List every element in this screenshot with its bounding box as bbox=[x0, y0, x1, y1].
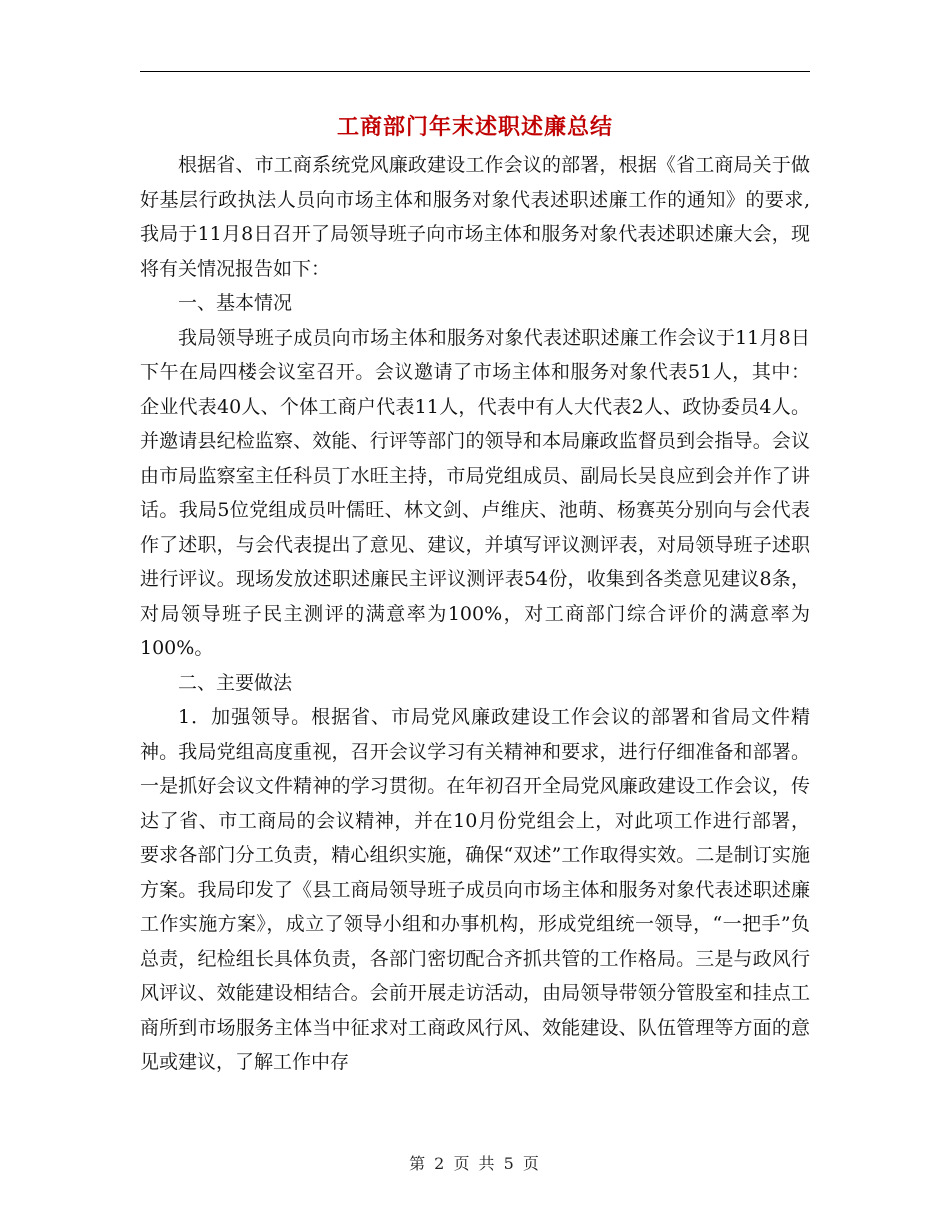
document-title: 工商部门年末述职述廉总结 bbox=[336, 115, 613, 140]
header-rule bbox=[140, 71, 810, 72]
paragraph-intro: 根据省、市工商系统党风廉政建设工作会议的部署，根据《省工商局关于做好基层行政执法人员向市场主体和服务对象代表述职述廉工作的通知》的要求,我局于11月8日召开了局领导班子向市场主体和服务对象代表述职述廉大会，现将有关情况报告如下： bbox=[140, 154, 810, 280]
paragraph-strengthen-leadership: 1．加强领导。根据省、市局党风廉政建设工作会议的部署和省局文件精神。我局党组高度重视，召开会议学习有关精神和要求，进行仔细准备和部署。一是抓好会议文件精神的学习贯彻。在年初召开全局党风廉政建设工作会议，传达了省、市工商局的会议精神，并在10月份党组会上，对此项工作进行部署，要求各部门分工负责，精心组织实施，确保“双述”工作取得实效。二是制订实施方案。我局印发了《县工商局领导班子成员向市场主体和服务对象代表述职述廉工作实施方案》，成立了领导小组和办事机构，形成党组统一领导，“一把手”负总责，纪检组长具体负责，各部门密切配合齐抓共管的工作格局。三是与政风行风评议、效能建设相结合。会前开展走访活动，由局领导带领分管股室和挂点工商所到市场服务主体当中征求对工商政风行风、效能建设、队伍管理等方面的意见或建议，了解工作中存 bbox=[140, 706, 810, 1073]
document-body bbox=[140, 148, 810, 1080]
section-heading-basic-situation: 一、基本情况 bbox=[178, 292, 293, 314]
section-heading-main-practices: 二、主要做法 bbox=[178, 671, 293, 694]
paragraph-basic-situation: 我局领导班子成员向市场主体和服务对象代表述职述廉工作会议于11月8日下午在局四楼会议室召开。会议邀请了市场主体和服务对象代表51人，其中：企业代表40人、个体工商户代表11人，代表中有人大代表2人、政协委员4人。并邀请县纪检监察、效能、行评等部门的领导和本局廉政监督员到会指导。会议由市局监察室主任科员丁水旺主持，市局党组成员、副局长吴良应到会并作了讲话。我局5位党组成员叶儒旺、林文剑、卢维庆、池萌、杨赛英分别向与会代表作了述职，与会代表提出了意见、建议，并填写评议测评表，对局领导班子述职进行评议。现场发放述职述廉民主评议测评表54份，收集到各类意见建议8条，对局领导班子民主测评的满意率为100%，对工商部门综合评价的满意率为100%。 bbox=[140, 326, 810, 659]
page-number: 第 2 页 共 5 页 bbox=[409, 1154, 541, 1173]
